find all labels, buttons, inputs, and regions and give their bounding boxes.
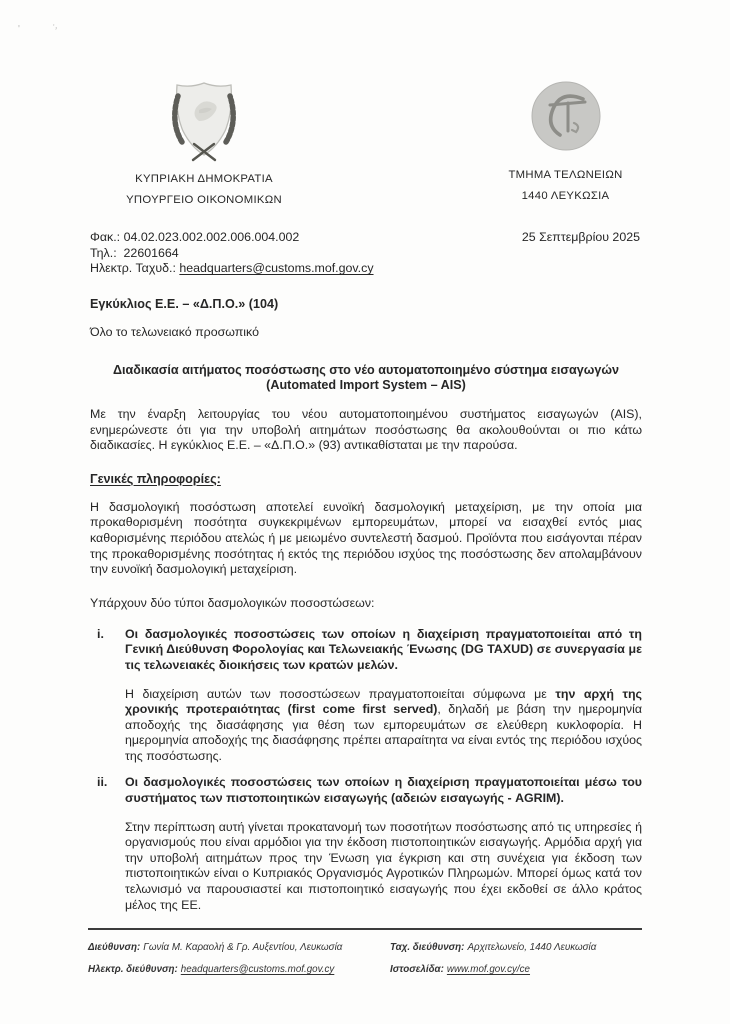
item-1-marker: i. <box>97 626 104 641</box>
scan-artifact: ·, <box>50 19 60 32</box>
department-block <box>483 80 648 207</box>
footer-website-value: www.mof.gov.cy/ce <box>446 964 531 975</box>
footer-postal-row <box>390 937 642 959</box>
quota-type-item-2 <box>90 775 642 913</box>
footer-right-column <box>390 937 642 981</box>
republic-title: ΚΥΠΡΙΑΚΗ ΔΗΜΟΚΡΑΤΙΑ <box>135 173 273 185</box>
footer-email-value: headquarters@customs.mof.gov.cy <box>180 964 335 975</box>
republic-block <box>104 76 304 211</box>
item-1-paragraph <box>125 687 642 765</box>
item-1-par-bold: την αρχή της χρονικής προτεραιότητας (first come first served) <box>125 686 642 717</box>
footer-website-label: Ιστοσελίδα: <box>390 964 444 975</box>
item-2-body <box>125 775 642 913</box>
footer-address-label: Διεύθυνση: <box>88 942 141 953</box>
footer-email-label: Ηλεκτρ. διεύθυνση: <box>88 964 178 975</box>
intro-paragraph: Με την έναρξη λειτουργίας του νέου αυτοματοποιημένου συστήματος εισαγωγών (AIS), ενημερώνεστε ότι για την υποβολή αιτημάτων ποσόστωσης θα ακολουθούνται οι πιο κάτω διαδικασίες. Η εγκύκλιος Ε.Ε. – «Δ.Π.Ο.» (93) αντικαθίσταται με την παρούσα. <box>90 406 642 453</box>
general-info-heading: Γενικές πληροφορίες: <box>90 471 221 486</box>
subject-line1: Διαδικασία αιτήματος ποσόστωσης στο νέο αυτοματοποιημένο σύστημα εισαγωγών <box>112 362 620 377</box>
item-1-heading: Οι δασμολογικές ποσοστώσεις των οποίων η διαχείριση πραγματοποιείται από τη Γενική Διεύθυνση Φορολογίας και Τελωνειακής Ένωσης (DG TAXUD) σε συνεργασία με τις τελωνειακές διοικήσεις των κρατών μελών. <box>125 626 642 672</box>
email-value: headquarters@customs.mof.gov.cy <box>179 261 374 276</box>
quota-type-item-1 <box>90 627 642 765</box>
department-city: 1440 ΛΕΥΚΩΣΙΑ <box>521 190 610 202</box>
department-title: ΤΜΗΜΑ ΤΕΛΩΝΕΙΩΝ <box>508 169 623 181</box>
footer-email-row <box>88 959 390 981</box>
page-footer <box>88 928 642 981</box>
footer-address-value: Γωνία Μ. Καραολή & Γρ. Αυξεντίου, Λευκωσία <box>143 942 343 953</box>
cyprus-coat-of-arms-icon <box>158 76 250 162</box>
footer-website-row <box>390 959 642 981</box>
subject-title <box>90 363 642 394</box>
page-content <box>90 76 642 913</box>
footer-address-row <box>88 937 390 959</box>
file-number: 04.02.023.002.002.006.004.002 <box>123 230 300 244</box>
document-date: 25 Σεπτεμβρίου 2025 <box>521 230 640 244</box>
general-info-paragraph: Η δασμολογική ποσόστωση αποτελεί ευνοϊκή δασμολογική μεταχείριση, με την οποία μια προκαθορισμένη ποσότητα συγκεκριμένων εμπορευμάτων, μπορεί να εισαχθεί εντός μιας καθορισμένης περιόδου ατελώς ή με μειωμένο συντελεστή δασμού. Προϊόντα που εισάγονται πέραν της προκαθορισμένης ποσότητας ή εκτός της περιόδου ισχύος της ποσόστωσης δεν απολαμβάνουν την ευνοϊκή δασμολογική μεταχείριση. <box>90 499 642 577</box>
footer-postal-value: Αρχιτελωνείο, 1440 Λευκωσία <box>467 942 597 953</box>
footer-columns <box>88 937 642 981</box>
phone-number: 22601664 <box>123 245 179 260</box>
two-types-line: Υπάρχουν δύο τύποι δασμολογικών ποσοστώσεων: <box>90 595 375 610</box>
item-2-marker: ii. <box>97 775 108 790</box>
subject-line2: (Automated Import System – AIS) <box>266 378 466 393</box>
email-label: Ηλεκτρ. Ταχυδ.: <box>90 261 176 276</box>
item-2-heading: Οι δασμολογικές ποσοστώσεις των οποίων η διαχείριση πραγματοποιείται μέσω του συστήματος των πιστοποιητικών εισαγωγής (αδειών εισαγωγής - AGRIM). <box>125 775 642 806</box>
addressee-line: Όλο το τελωνειακό προσωπικό <box>90 324 259 339</box>
customs-seal-icon <box>530 80 602 152</box>
reference-block <box>90 230 642 277</box>
footer-left-column <box>88 937 390 981</box>
item-1-par-post: , δηλαδή με βάση την ημερομηνία αποδοχής της διασάφησης για θέση των εμπορευμάτων σε ελεύθερη κυκλοφορία. Η ημερομηνία αποδοχής της διασάφησης πρέπει απαραίτητα να είναι εντός της περιόδου ισχύος της ποσόστωσης. <box>125 702 642 763</box>
scan-artifact: ' <box>18 24 20 35</box>
phone-row <box>90 246 642 262</box>
item-2-paragraph: Στην περίπτωση αυτή γίνεται προκατανομή των ποσοτήτων ποσόστωσης από τις υπηρεσίες ή οργανισμούς που είναι αρμόδιοι για την έκδοση πιστοποιητικών εισαγωγής. Αρμόδια αρχή για την υποβολή αιτημάτων προς την Ένωση για έγκριση και στη συνέχεια για έκδοση των πιστοποιητικών είναι ο Κυπριακός Οργανισμός Αγροτικών Πληρωμών. Μπορεί όμως κατά τον τελωνισμό να παρουσιαστεί και πιστοποιητικό εισαγωγής που έχει εκδοθεί σε άλλο κράτος μέλος της ΕΕ. <box>125 819 642 912</box>
item-1-body <box>125 627 642 765</box>
circular-number: Εγκύκλιος Ε.Ε. – «Δ.Π.Ο.» (104) <box>90 296 279 311</box>
phone-label: Τηλ.: <box>90 245 117 260</box>
footer-postal-label: Ταχ. διεύθυνση: <box>390 942 465 953</box>
item-1-par-pre: Η διαχείριση αυτών των ποσοστώσεων πραγματοποιείται σύμφωνα με <box>125 686 556 701</box>
file-label: Φακ.: <box>90 230 121 244</box>
letterhead <box>90 76 642 211</box>
email-row <box>90 261 642 277</box>
ministry-title: ΥΠΟΥΡΓΕΙΟ ΟΙΚΟΝΟΜΙΚΩΝ <box>126 194 282 206</box>
